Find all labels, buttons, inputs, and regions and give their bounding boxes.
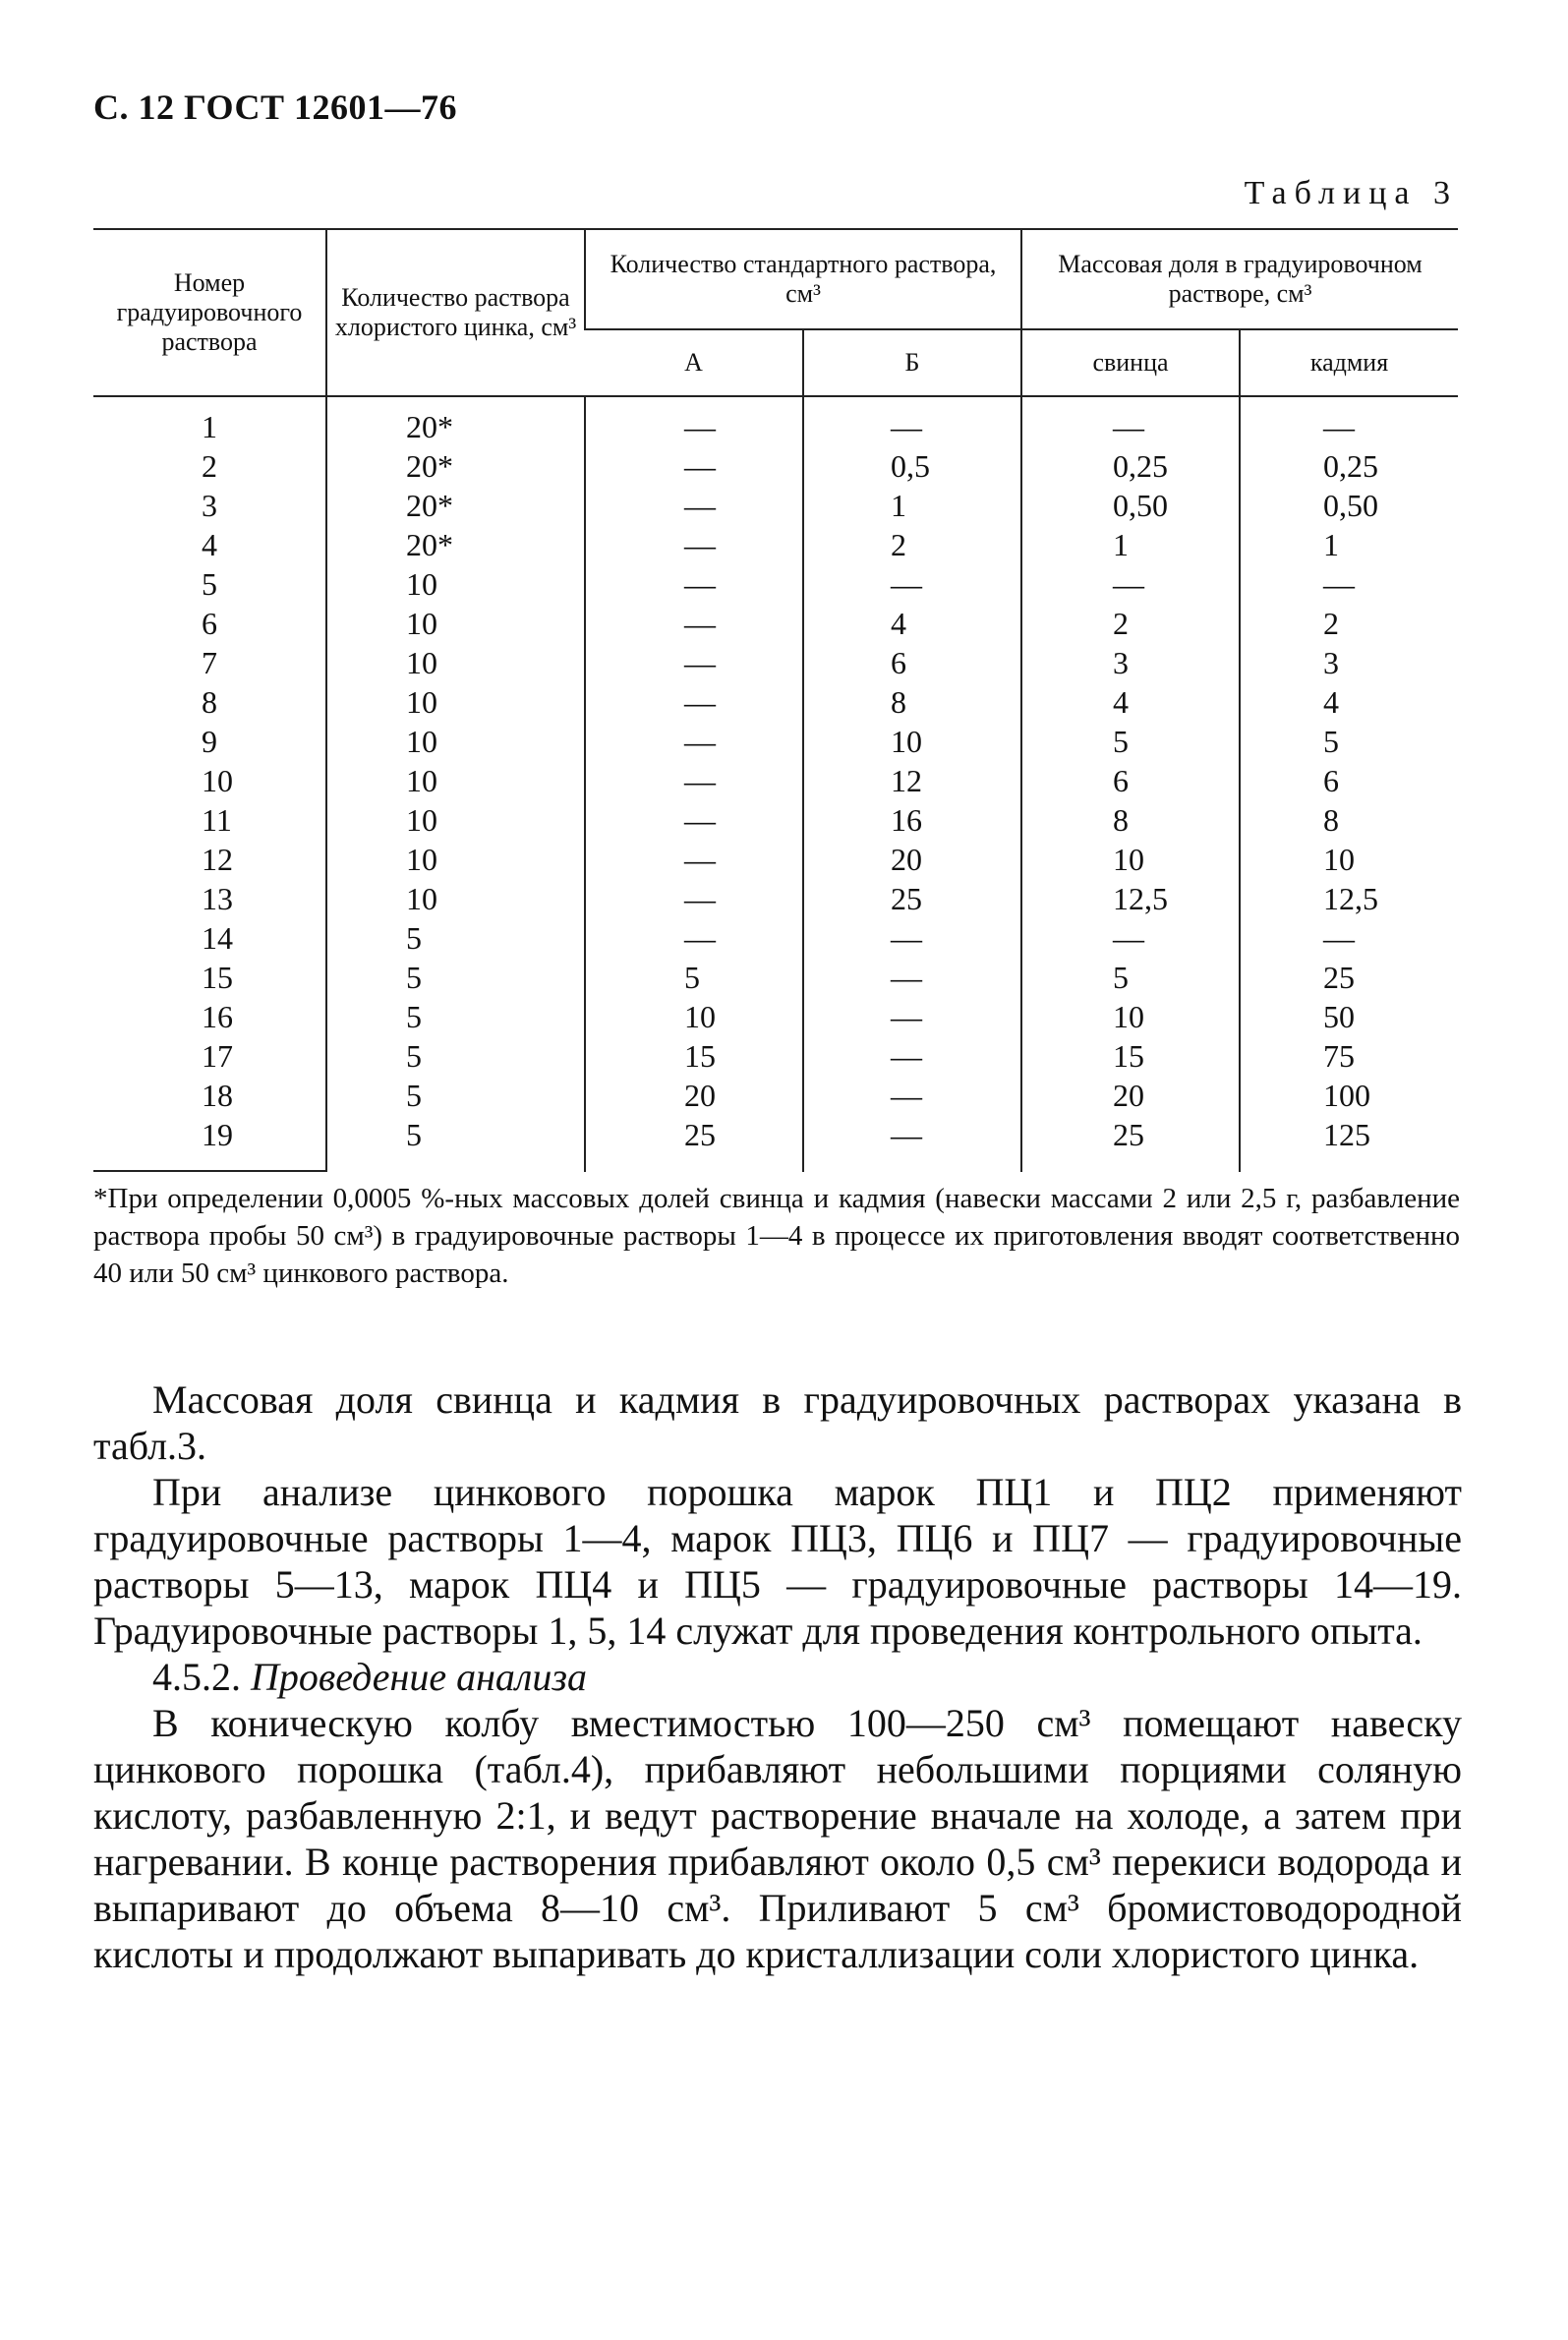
table-row	[93, 564, 1458, 604]
cell-solution-number: 3	[202, 488, 217, 523]
header-sub-lead: свинца	[1021, 329, 1240, 396]
cell-zinc-chloride: 10	[326, 761, 585, 800]
header-sub-a: А	[585, 329, 803, 396]
table-container	[93, 228, 1458, 1172]
table-footnote: *При определении 0,0005 %-ных массовых долей свинца и кадмия (навески массами 2 или 2,5 г, разбавление раствора пробы 50 см³) в градуировочные растворы 1—4 в процессе их приготовления вводят соответственно 40 или 50 см³ цинкового раствора.	[93, 1183, 1460, 1289]
cell-cadmium-fraction: 12,5	[1240, 879, 1458, 918]
cell-cadmium-fraction: 0,50	[1240, 486, 1458, 525]
cell-standard-a: 15	[585, 1036, 803, 1076]
cell-lead-fraction: 8	[1021, 800, 1240, 840]
cell-standard-a: —	[585, 918, 803, 958]
cell-cadmium-fraction: —	[1240, 396, 1458, 446]
cell-zinc-chloride: 20*	[326, 396, 585, 446]
cell-solution-number: 19	[202, 1117, 233, 1152]
cell-standard-b: 0,5	[803, 446, 1021, 486]
table-row	[93, 958, 1458, 997]
cell-lead-fraction: 12,5	[1021, 879, 1240, 918]
paragraph-application: При анализе цинкового порошка марок ПЦ1 и ПЦ2 применяют градуировочные растворы 1—4, марок ПЦ3, ПЦ6 и ПЦ7 — градуировочные растворы 5—13, марок ПЦ4 и ПЦ5 — градуировочные растворы 14—19. Градуировочные растворы 1, 5, 14 служат для проведения контрольного опыта.	[93, 1470, 1462, 1653]
cell-zinc-chloride: 10	[326, 564, 585, 604]
table-row	[93, 643, 1458, 682]
cell-zinc-chloride: 10	[326, 800, 585, 840]
cell-zinc-chloride: 10	[326, 682, 585, 722]
cell-zinc-chloride: 5	[326, 997, 585, 1036]
cell-lead-fraction: 2	[1021, 604, 1240, 643]
header-sub-cadmium: кадмия	[1240, 329, 1458, 396]
cell-solution-number: 16	[202, 999, 233, 1034]
cell-cadmium-fraction: 50	[1240, 997, 1458, 1036]
cell-standard-a: 20	[585, 1076, 803, 1115]
body-text	[93, 1376, 1462, 1977]
cell-zinc-chloride: 10	[326, 879, 585, 918]
table-row	[93, 486, 1458, 525]
header-mass-fraction: Массовая доля в градуировочном растворе, см³	[1021, 229, 1458, 329]
table-row	[93, 682, 1458, 722]
cell-standard-b: —	[803, 918, 1021, 958]
paragraph-procedure: В коническую колбу вместимостью 100—250 см³ помещают навеску цинкового порошка (табл.4), прибавляют небольшими порциями соляную кислоту, разбавленную 2:1, и ведут растворение вначале на холоде, а затем при нагревании. В конце растворения прибавляют около 0,5 см³ перекиси водорода и выпаривают до объема 8—10 см³. Приливают 5 см³ бромистоводородной кислоты и продолжают выпаривать до кристаллизации соли хлористого цинка.	[93, 1701, 1462, 1976]
cell-zinc-chloride: 10	[326, 722, 585, 761]
cell-solution-number: 11	[202, 802, 232, 838]
cell-cadmium-fraction: 1	[1240, 525, 1458, 564]
cell-standard-b: —	[803, 1076, 1021, 1115]
cell-standard-a: —	[585, 525, 803, 564]
cell-solution-number: 13	[202, 881, 233, 916]
cell-standard-b: 12	[803, 761, 1021, 800]
table-row	[93, 1076, 1458, 1115]
cell-lead-fraction: 10	[1021, 840, 1240, 879]
table-row	[93, 446, 1458, 486]
section-title: Проведение анализа	[251, 1655, 587, 1699]
section-heading	[93, 1654, 1462, 1700]
table-row	[93, 800, 1458, 840]
cell-solution-number: 10	[202, 763, 233, 798]
cell-standard-b: —	[803, 997, 1021, 1036]
table-row	[93, 997, 1458, 1036]
cell-standard-b: 4	[803, 604, 1021, 643]
cell-solution-number: 6	[202, 606, 217, 641]
cell-standard-b: 1	[803, 486, 1021, 525]
cell-zinc-chloride: 10	[326, 604, 585, 643]
cell-standard-a: —	[585, 604, 803, 643]
table-row	[93, 1115, 1458, 1172]
cell-standard-a: 5	[585, 958, 803, 997]
cell-lead-fraction: 10	[1021, 997, 1240, 1036]
cell-zinc-chloride: 5	[326, 918, 585, 958]
cell-standard-b: 16	[803, 800, 1021, 840]
cell-lead-fraction: 15	[1021, 1036, 1240, 1076]
header-sub-b: Б	[803, 329, 1021, 396]
cell-solution-number: 9	[202, 724, 217, 759]
table-row	[93, 604, 1458, 643]
cell-standard-a: —	[585, 722, 803, 761]
cell-lead-fraction: 1	[1021, 525, 1240, 564]
cell-lead-fraction: 25	[1021, 1115, 1240, 1172]
cell-standard-b: 25	[803, 879, 1021, 918]
cell-solution-number: 1	[202, 409, 217, 444]
cell-solution-number: 7	[202, 645, 217, 680]
cell-cadmium-fraction: 4	[1240, 682, 1458, 722]
cell-standard-a: —	[585, 396, 803, 446]
cell-zinc-chloride: 5	[326, 1115, 585, 1172]
paragraph-mass-fraction: Массовая доля свинца и кадмия в градуировочных растворах указана в табл.3.	[93, 1377, 1462, 1468]
cell-standard-b: —	[803, 1115, 1021, 1172]
cell-cadmium-fraction: 75	[1240, 1036, 1458, 1076]
cell-cadmium-fraction: 2	[1240, 604, 1458, 643]
cell-zinc-chloride: 20*	[326, 486, 585, 525]
cell-standard-a: —	[585, 643, 803, 682]
cell-cadmium-fraction: 125	[1240, 1115, 1458, 1172]
cell-zinc-chloride: 10	[326, 643, 585, 682]
cell-solution-number: 4	[202, 527, 217, 562]
cell-cadmium-fraction: 10	[1240, 840, 1458, 879]
cell-zinc-chloride: 5	[326, 1036, 585, 1076]
cell-standard-b: 20	[803, 840, 1021, 879]
cell-solution-number: 18	[202, 1078, 233, 1113]
cell-solution-number: 12	[202, 842, 233, 877]
cell-solution-number: 14	[202, 920, 233, 956]
cell-cadmium-fraction: 3	[1240, 643, 1458, 682]
cell-cadmium-fraction: 5	[1240, 722, 1458, 761]
table-row	[93, 840, 1458, 879]
cell-standard-a: —	[585, 800, 803, 840]
cell-standard-b: 8	[803, 682, 1021, 722]
table-row	[93, 1036, 1458, 1076]
cell-standard-a: 25	[585, 1115, 803, 1172]
cell-lead-fraction: —	[1021, 564, 1240, 604]
cell-lead-fraction: 5	[1021, 722, 1240, 761]
cell-standard-b: —	[803, 1036, 1021, 1076]
footnote-divider	[93, 1170, 325, 1172]
cell-zinc-chloride: 5	[326, 958, 585, 997]
cell-zinc-chloride: 10	[326, 840, 585, 879]
cell-standard-a: —	[585, 879, 803, 918]
cell-cadmium-fraction: 8	[1240, 800, 1458, 840]
section-number: 4.5.2.	[152, 1655, 241, 1699]
table-row	[93, 525, 1458, 564]
cell-lead-fraction: 3	[1021, 643, 1240, 682]
cell-solution-number: 17	[202, 1038, 233, 1074]
cell-standard-a: —	[585, 761, 803, 800]
cell-lead-fraction: 0,50	[1021, 486, 1240, 525]
table-row	[93, 918, 1458, 958]
cell-standard-b: —	[803, 396, 1021, 446]
cell-cadmium-fraction: —	[1240, 918, 1458, 958]
cell-lead-fraction: 0,25	[1021, 446, 1240, 486]
cell-standard-b: 2	[803, 525, 1021, 564]
cell-cadmium-fraction: 6	[1240, 761, 1458, 800]
cell-zinc-chloride: 20*	[326, 525, 585, 564]
cell-standard-b: 10	[803, 722, 1021, 761]
table-caption: Таблица 3	[1244, 175, 1458, 211]
header-zinc-chloride-amount: Количество раствора хлористого цинка, см³	[326, 229, 585, 396]
cell-standard-a: —	[585, 486, 803, 525]
cell-lead-fraction: 20	[1021, 1076, 1240, 1115]
table-body	[93, 396, 1458, 1172]
cell-standard-a: 10	[585, 997, 803, 1036]
cell-standard-a: —	[585, 682, 803, 722]
cell-zinc-chloride: 5	[326, 1076, 585, 1115]
cell-solution-number: 2	[202, 448, 217, 484]
cell-standard-b: —	[803, 564, 1021, 604]
cell-standard-b: —	[803, 958, 1021, 997]
cell-standard-a: —	[585, 564, 803, 604]
header-solution-number: Номер градуировочного раствора	[93, 229, 326, 396]
cell-lead-fraction: —	[1021, 396, 1240, 446]
cell-standard-a: —	[585, 446, 803, 486]
table-row	[93, 761, 1458, 800]
cell-cadmium-fraction: 25	[1240, 958, 1458, 997]
cell-solution-number: 5	[202, 566, 217, 602]
table-row	[93, 722, 1458, 761]
cell-solution-number: 15	[202, 960, 233, 995]
cell-lead-fraction: 4	[1021, 682, 1240, 722]
cell-cadmium-fraction: 0,25	[1240, 446, 1458, 486]
cell-lead-fraction: —	[1021, 918, 1240, 958]
cell-zinc-chloride: 20*	[326, 446, 585, 486]
cell-solution-number: 8	[202, 684, 217, 720]
page-header: С. 12 ГОСТ 12601—76	[93, 88, 457, 127]
cell-standard-a: —	[585, 840, 803, 879]
cell-lead-fraction: 6	[1021, 761, 1240, 800]
cell-cadmium-fraction: 100	[1240, 1076, 1458, 1115]
cell-cadmium-fraction: —	[1240, 564, 1458, 604]
calibration-table	[93, 228, 1458, 1172]
cell-lead-fraction: 5	[1021, 958, 1240, 997]
header-standard-solution-amount: Количество стандартного раствора, см³	[585, 229, 1021, 329]
table-row	[93, 396, 1458, 446]
table-row	[93, 879, 1458, 918]
cell-standard-b: 6	[803, 643, 1021, 682]
